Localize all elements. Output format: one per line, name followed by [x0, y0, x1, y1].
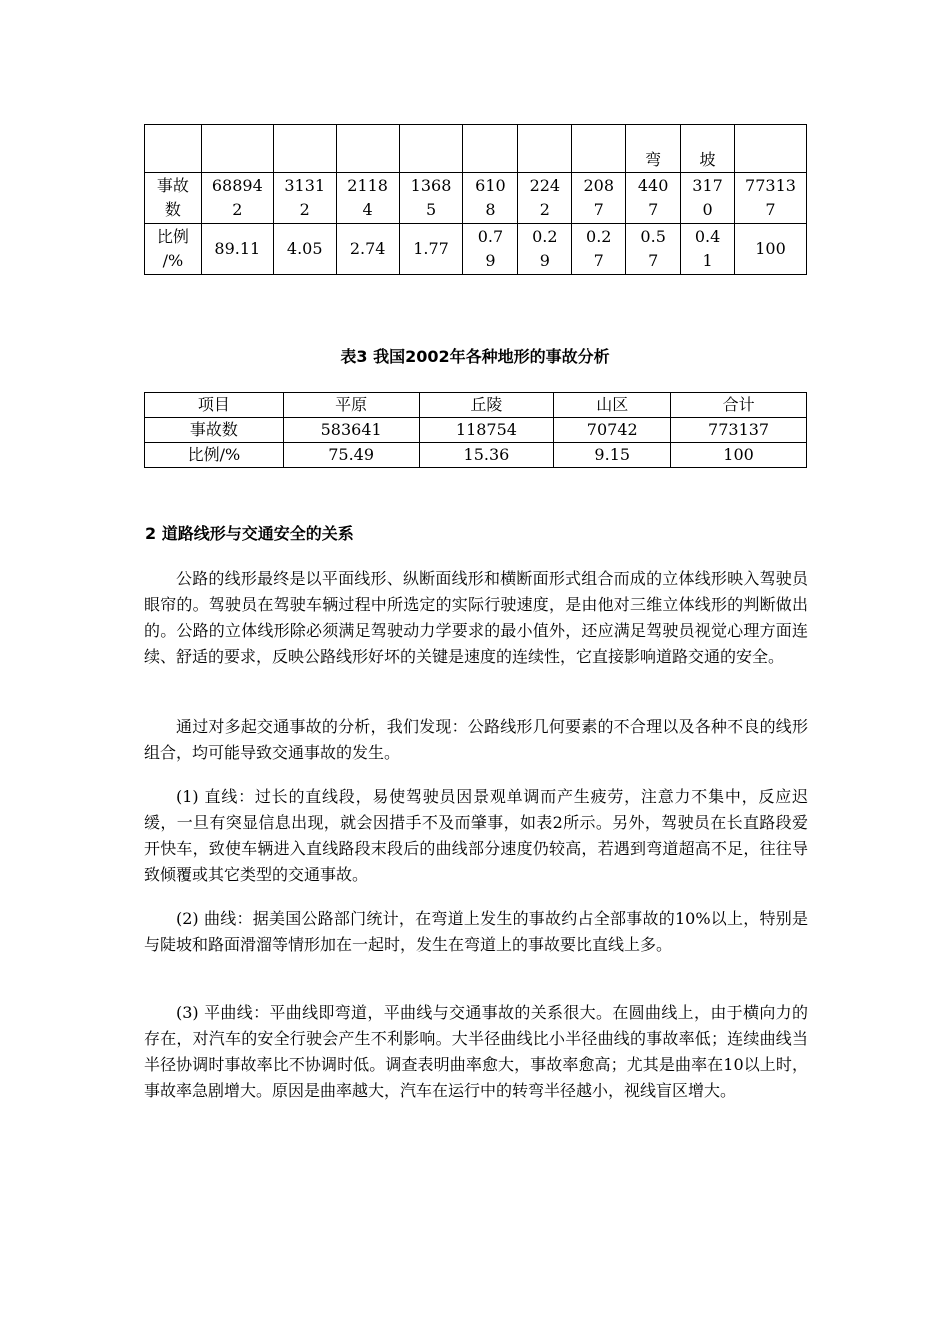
table-cell: 70742: [554, 418, 671, 443]
table-cell: [336, 125, 399, 173]
table-cell: 15.36: [419, 443, 554, 468]
table-cell: 100: [735, 224, 807, 275]
table-cell: 224 2: [518, 173, 572, 224]
column-header: 平原: [283, 393, 419, 418]
table-cell: 1.77: [399, 224, 463, 275]
table-cell: 773137: [671, 418, 807, 443]
table-cell: 440 7: [626, 173, 681, 224]
table-cell: [201, 125, 273, 173]
table-cell: 9.15: [554, 443, 671, 468]
table-cell: [463, 125, 518, 173]
table-cell: 0.5 7: [626, 224, 681, 275]
column-header: 丘陵: [419, 393, 554, 418]
table-row: [145, 418, 807, 443]
column-header: 合计: [671, 393, 807, 418]
table-cell: [399, 125, 463, 173]
table-cell: 0.2 7: [572, 224, 626, 275]
table-cell: [273, 125, 336, 173]
body-paragraph: 公路的线形最终是以平面线形、纵断面线形和横断面形式组合而成的立体线形映入驾驶员眼帘的。驾驶员在驾驶车辆过程中所选定的实际行驶速度，是由他对三维立体线形的判断做出的。公路的立体线形除必须满足驾驶动力学要求的最小值外，还应满足驾驶员视觉心理方面连续、舒适的要求，反映公路线形好坏的关键是速度的连续性，它直接影响道路交通的安全。: [144, 569, 808, 666]
table-cell: 4.05: [273, 224, 336, 275]
column-header: 项目: [145, 393, 284, 418]
table-cell: 0.7 9: [463, 224, 518, 275]
body-paragraph: 通过对多起交通事故的分析，我们发现：公路线形几何要素的不合理以及各种不良的线形组合，均可能导致交通事故的发生。: [144, 717, 808, 762]
table-cell: 208 7: [572, 173, 626, 224]
table-row-label: 事故数: [145, 418, 284, 443]
body-paragraph: (2) 曲线：据美国公路部门统计，在弯道上发生的事故约占全部事故的10%以上，特别是与陡坡和路面滑溜等情形加在一起时，发生在弯道上的事故要比直线上多。: [144, 909, 808, 954]
table-cell: 89.11: [201, 224, 273, 275]
table-cell: 68894 2: [201, 173, 273, 224]
table-cell: 3131 2: [273, 173, 336, 224]
table-header-row: [145, 393, 807, 418]
table-cell: 610 8: [463, 173, 518, 224]
table-cell: 2118 4: [336, 173, 399, 224]
table-row: [145, 173, 807, 224]
table-cell: [518, 125, 572, 173]
table-cell: 118754: [419, 418, 554, 443]
table-cell: [735, 125, 807, 173]
terrain-accident-table: [144, 392, 807, 468]
table-row-label: 比例 /%: [145, 224, 202, 275]
table-cell: 77313 7: [735, 173, 807, 224]
table-cell: 100: [671, 443, 807, 468]
table-cell: 坡: [681, 125, 735, 173]
table-cell: [145, 125, 202, 173]
table-row: [145, 443, 807, 468]
table-cell: 317 0: [681, 173, 735, 224]
body-paragraph: (3) 平曲线：平曲线即弯道，平曲线与交通事故的关系很大。在圆曲线上，由于横向力的存在，对汽车的安全行驶会产生不利影响。大半径曲线比小半径曲线的事故率低；连续曲线当半径协调时事故率比不协调时低。调查表明曲率愈大，事故率愈高；尤其是曲率在10以上时，事故率急剧增大。原因是曲率越大，汽车在运行中的转弯半径越小，视线盲区增大。: [144, 1003, 808, 1100]
table-row: [145, 224, 807, 275]
table-row-label: 事故 数: [145, 173, 202, 224]
column-header: 山区: [554, 393, 671, 418]
accident-table-continued: [144, 124, 807, 275]
table-cell: 0.4 1: [681, 224, 735, 275]
table3-caption: 表3 我国2002年各种地形的事故分析: [340, 347, 610, 366]
table-cell: 75.49: [283, 443, 419, 468]
section-heading: 2 道路线形与交通安全的关系: [145, 524, 354, 543]
table-row-label: 比例/%: [145, 443, 284, 468]
table-cell: 2.74: [336, 224, 399, 275]
table-cell: [572, 125, 626, 173]
body-paragraph: (1) 直线：过长的直线段，易使驾驶员因景观单调而产生疲劳，注意力不集中，反应迟缓，一旦有突显信息出现，就会因措手不及而肇事，如表2所示。另外，驾驶员在长直路段爱开快车，致使车辆进入直线路段末段后的曲线部分速度仍较高，若遇到弯道超高不足，往往导致倾覆或其它类型的交通事故。: [144, 787, 808, 884]
table-row: [145, 125, 807, 173]
table-cell: 弯: [626, 125, 681, 173]
table-cell: 1368 5: [399, 173, 463, 224]
table-cell: 0.2 9: [518, 224, 572, 275]
table-cell: 583641: [283, 418, 419, 443]
